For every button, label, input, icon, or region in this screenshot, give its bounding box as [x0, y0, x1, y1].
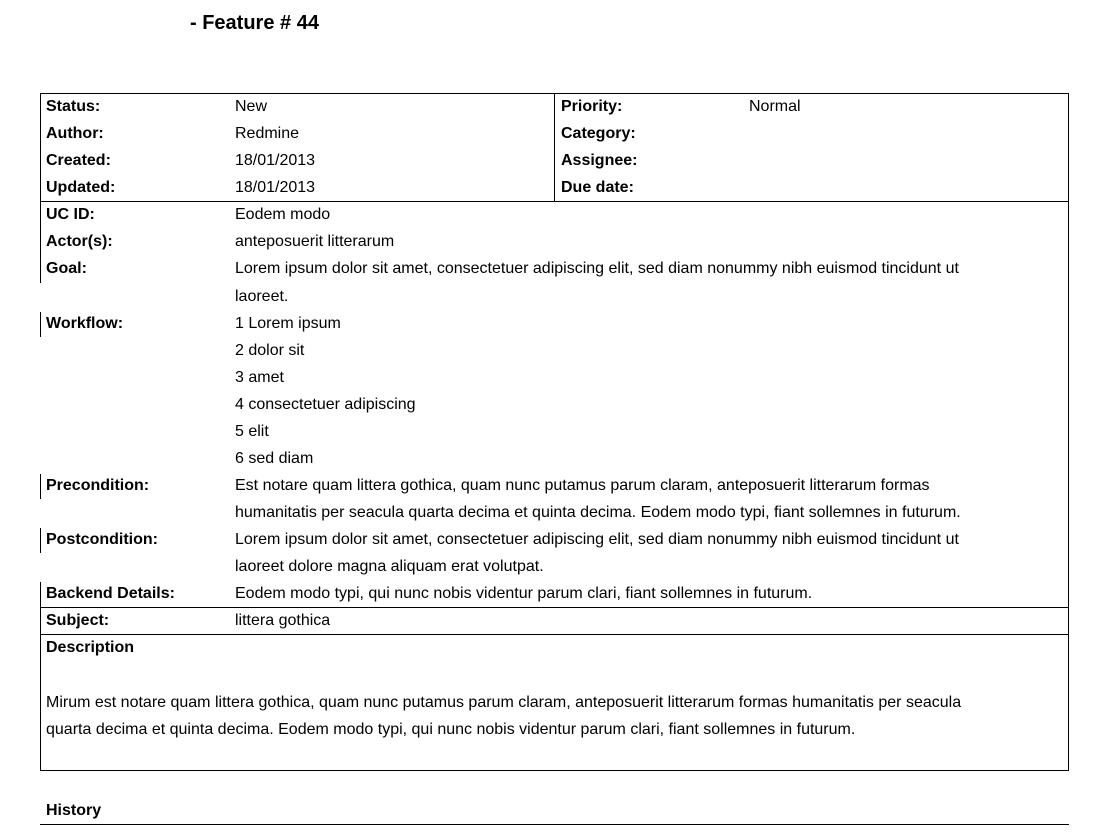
history-heading: History — [46, 802, 102, 819]
workflow-step: 1 Lorem ipsum — [235, 315, 341, 332]
assignee-label: Assignee: — [561, 152, 638, 169]
precondition-line: Est notare quam littera gothica, quam nunc putamus parum claram, anteposuerit litterarum formas — [235, 477, 930, 494]
description-line: Mirum est notare quam littera gothica, quam nunc putamus parum claram, anteposuerit litterarum formas humanitatis per seacula — [46, 694, 962, 711]
author-label: Author: — [46, 125, 104, 142]
precondition-label: Precondition: — [46, 477, 150, 494]
priority-label: Priority: — [561, 98, 623, 115]
workflow-step: 5 elit — [235, 423, 269, 440]
due-date-label: Due date: — [561, 179, 634, 196]
status-label: Status: — [46, 98, 101, 115]
history-divider — [40, 824, 1069, 825]
workflow-step: 2 dolor sit — [235, 342, 305, 359]
status-value: New — [235, 98, 268, 115]
postcondition-line: Lorem ipsum dolor sit amet, consectetuer adipiscing elit, sed diam nonummy nibh euismod tincidunt ut — [235, 531, 959, 548]
subject-row — [40, 607, 1069, 635]
created-label: Created: — [46, 152, 111, 169]
description-heading: Description — [46, 639, 135, 656]
uc-id-value: Eodem modo — [235, 206, 331, 223]
backend-details-label: Backend Details: — [46, 585, 175, 602]
actors-label: Actor(s): — [46, 233, 113, 250]
workflow-step: 4 consectetuer adipiscing — [235, 396, 416, 413]
precondition-left-border — [40, 474, 41, 499]
precondition-line: humanitatis per seacula quarta decima et quinta decima. Eodem modo typi, fiant sollemnes in futurum. — [235, 504, 961, 521]
updated-value: 18/01/2013 — [235, 179, 316, 196]
postcondition-left-border — [40, 528, 41, 553]
priority-value: Normal — [749, 98, 801, 115]
description-line: quarta decima et quinta decima. Eodem modo typi, qui nunc nobis videntur parum clari, fiant sollemnes in futurum. — [46, 721, 856, 738]
attributes-column-divider — [554, 93, 555, 202]
subject-label: Subject: — [46, 612, 110, 629]
workflow-step: 3 amet — [235, 369, 284, 386]
goal-line: laoreet. — [235, 288, 289, 305]
subject-value: littera gothica — [235, 612, 331, 629]
goal-label: Goal: — [46, 260, 87, 277]
author-value: Redmine — [235, 125, 300, 142]
custom-fields-right-border — [1068, 202, 1069, 607]
category-label: Category: — [561, 125, 636, 142]
uc-id-label: UC ID: — [46, 206, 95, 223]
goal-line: Lorem ipsum dolor sit amet, consectetuer adipiscing elit, sed diam nonummy nibh euismod tincidunt ut — [235, 260, 959, 277]
backend-left-border — [40, 582, 41, 607]
workflow-label: Workflow: — [46, 315, 124, 332]
custom-fields-left-border — [40, 202, 41, 283]
workflow-left-border — [40, 312, 41, 337]
created-value: 18/01/2013 — [235, 152, 316, 169]
workflow-step: 6 sed diam — [235, 450, 314, 467]
page-title: - Feature # 44 — [190, 12, 319, 34]
postcondition-label: Postcondition: — [46, 531, 158, 548]
backend-details-value: Eodem modo typi, qui nunc nobis videntur parum clari, fiant sollemnes in futurum. — [235, 585, 813, 602]
actors-value: anteposuerit litterarum — [235, 233, 395, 250]
updated-label: Updated: — [46, 179, 116, 196]
postcondition-line: laoreet dolore magna aliquam erat volutpat. — [235, 558, 544, 575]
